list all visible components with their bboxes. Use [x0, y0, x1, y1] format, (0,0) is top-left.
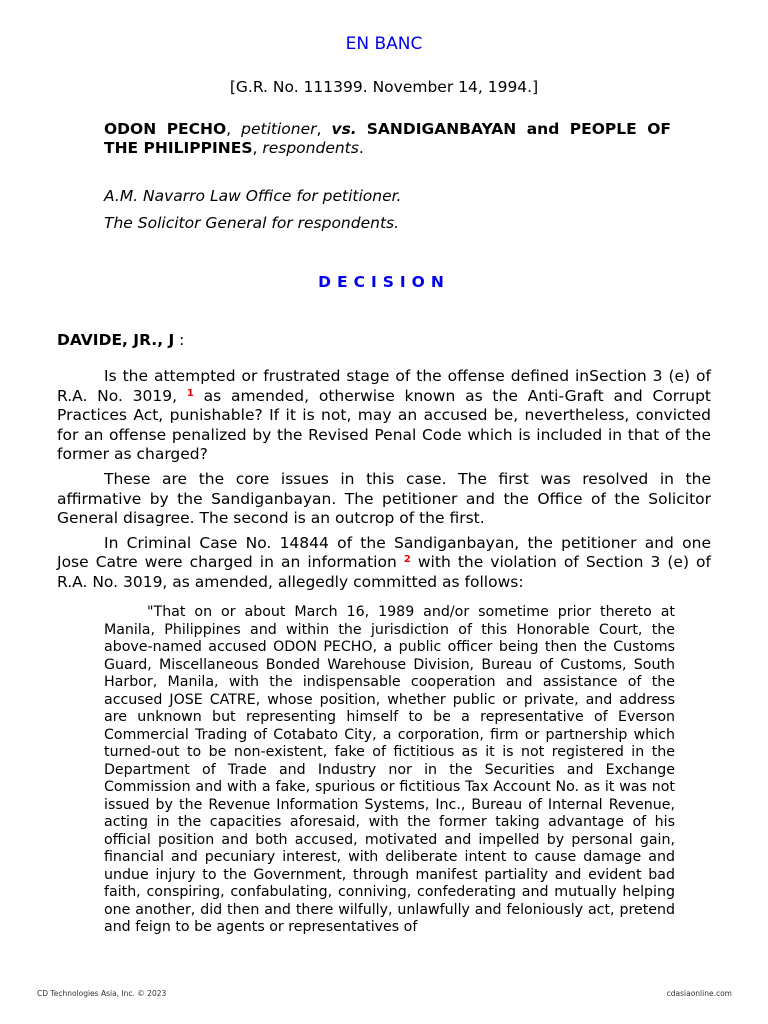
versus-label: vs. [331, 120, 357, 138]
paragraph-3-text-a: In Criminal Case No. 14844 of the Sandiganbayan, the petitioner and one Jose Catre were charged in an information [57, 533, 711, 572]
case-parties: ODON PECHO, petitioner, vs. SANDIGANBAYAN and PEOPLE OF THE PHILIPPINES, respondents. [104, 120, 672, 157]
ponente [57, 331, 184, 349]
counsel-respondents: The Solicitor General for respondents. [104, 214, 400, 232]
respondent-role: respondents [262, 139, 359, 157]
respondent-name: SANDIGANBAYAN and PEOPLE OF THE PHILIPPINES [104, 120, 672, 157]
paragraph-1 [57, 367, 711, 465]
decision-body [57, 367, 711, 598]
footnote-2-link[interactable]: 2 [403, 554, 411, 566]
footer-copyright: CD Technologies Asia, Inc. © 2023 [37, 989, 167, 998]
paragraph-2: These are the core issues in this case. The first was resolved in the affirmative by the Sandiganbayan. The petitioner and the Office of the Solicitor General disagree. The second is an outcrop of the first. [57, 469, 711, 528]
paragraph-1-text-b: as amended, otherwise known as the Anti-Graft and Corrupt Practices Act, punishable? If it is not, may an accused be, nevertheless, convicted for an offense penalized by the Revised Penal Code which is included in that of the former as charged? [57, 386, 711, 464]
decision-title: DECISION [318, 273, 450, 291]
footnote-1-link[interactable]: 1 [186, 387, 194, 399]
paragraph-3-text-b: with the violation of Section 3 (e) of R.A. No. 3019, as amended, allegedly committed as follows: [57, 553, 711, 591]
paragraph-1-text-a: Is the attempted or frustrated stage of the offense defined inSection 3 (e) of R.A. No. 3019, [57, 367, 711, 405]
footer-website: cdasiaonline.com [666, 989, 732, 998]
ponente-suffix: : [174, 331, 185, 349]
ponente-name: DAVIDE, JR., J [57, 331, 175, 349]
counsel-petitioner: A.M. Navarro Law Office for petitioner. [104, 187, 402, 205]
division-heading: EN BANC [345, 34, 423, 54]
petitioner-role: petitioner [241, 120, 317, 138]
information-quote: "That on or about March 16, 1989 and/or sometime prior thereto at Manila, Philippines and within the jurisdiction of this Honorable Court, the above-named accused ODON PECHO, a public officer being then the Customs Guard, Miscellaneous Bonded Warehouse Division, Bureau of Customs, South Harbor, Manila, with the indispensable cooperation and assistance of the accused JOSE CATRE, whose position, whether public or private, and address are unknown but representing himself to be a representative of Everson Commercial Trading of Cotabato City, a corporation, firm or partnership which turned-out to be non-existent, fake of fictitious as it is not registered in the Department of Trade and Industry nor in the Securities and Exchange Commission and with a fake, spurious or fictitious Tax Account No. as it was not issued by the Revenue Information Systems, Inc., Bureau of Internal Revenue, acting in the capacities aforesaid, with the former taking advantage of his official position and both accused, motivated and impelled by personal gain, financial and pecuniary interest, with deliberate intent to cause damage and undue injury to the Government, through manifest partiality and evident bad faith, conspiring, confabulating, conniving, confederating and mutually helping one another, did then and there wilfully, unlawfully and feloniously act, pretend and feign to be agents or representatives of [104, 604, 675, 935]
paragraph-3 [57, 534, 711, 593]
case-number: [G.R. No. 111399. November 14, 1994.] [229, 78, 539, 96]
petitioner-name: ODON PECHO [104, 120, 227, 138]
